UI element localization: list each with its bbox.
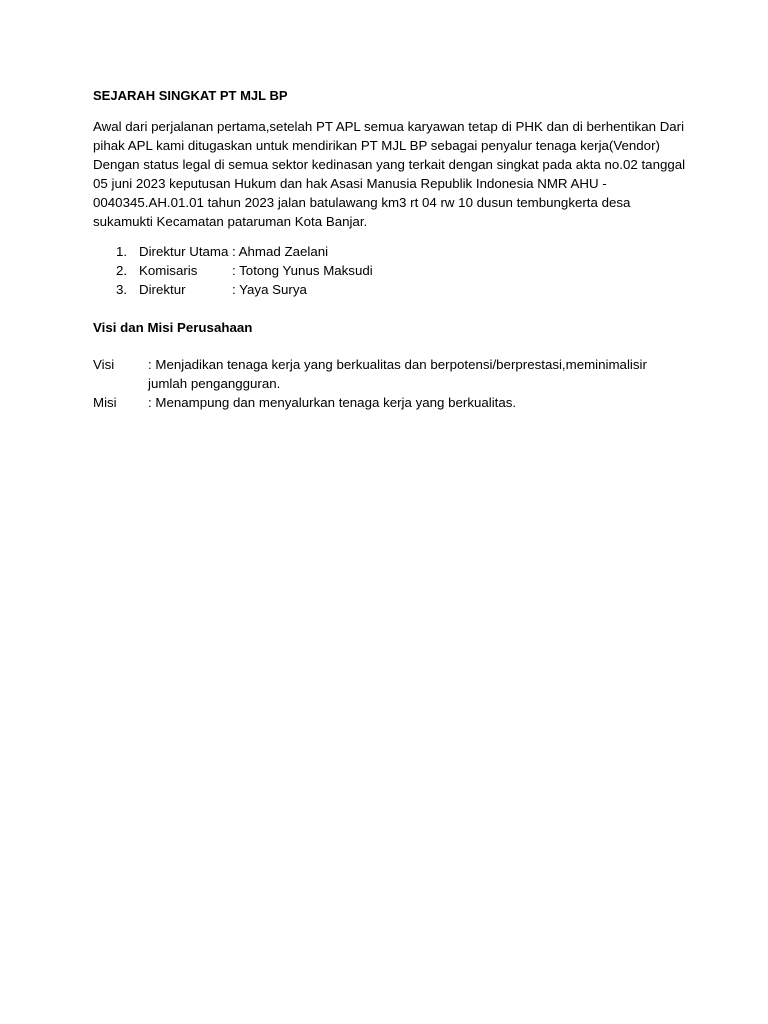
officer-role: Direktur Utama <box>139 244 229 259</box>
officer-name: : Ahmad Zaelani <box>232 244 329 259</box>
visi-line: jumlah pengangguran. <box>148 376 281 391</box>
officer-role: Direktur <box>139 282 186 297</box>
list-item <box>93 261 653 280</box>
list-number: 1. <box>116 244 128 259</box>
paragraph-line: Dengan status legal di semua sektor kedinasan yang terkait dengan singkat pada akta no.02 tanggal <box>93 157 686 172</box>
visi-description <box>148 355 683 393</box>
list-number: 3. <box>116 282 128 297</box>
vision-mission-heading: Visi dan Misi Perusahaan <box>93 320 253 335</box>
officer-name: : Yaya Surya <box>232 282 307 297</box>
paragraph-line: 0040345.AH.01.01 tahun 2023 jalan batulawang km3 rt 04 rw 10 dusun tembungkerta desa <box>93 195 631 210</box>
officers-list <box>93 242 653 299</box>
list-item <box>93 242 653 261</box>
document-title: SEJARAH SINGKAT PT MJL BP <box>93 88 288 103</box>
paragraph-line: 05 juni 2023 keputusan Hukum dan hak Asasi Manusia Republik Indonesia NMR AHU - <box>93 176 607 191</box>
visi-line: : Menjadikan tenaga kerja yang berkualitas dan berpotensi/berprestasi,meminimalisir <box>148 357 647 372</box>
history-paragraph <box>93 117 686 231</box>
misi-term: Misi <box>93 395 117 410</box>
misi-line: : Menampung dan menyalurkan tenaga kerja yang berkualitas. <box>148 395 517 410</box>
misi-description <box>148 393 683 412</box>
list-number: 2. <box>116 263 128 278</box>
officer-role: Komisaris <box>139 263 198 278</box>
officer-name: : Totong Yunus Maksudi <box>232 263 373 278</box>
paragraph-line: Awal dari perjalanan pertama,setelah PT APL semua karyawan tetap di PHK dan di berhentikan Dari <box>93 119 685 134</box>
visi-term: Visi <box>93 357 115 372</box>
paragraph-line: pihak APL kami ditugaskan untuk mendirikan PT MJL BP sebagai penyalur tenaga kerja(Vendor) <box>93 138 660 153</box>
list-item <box>93 280 653 299</box>
paragraph-line: sukamukti Kecamatan pataruman Kota Banjar. <box>93 214 368 229</box>
